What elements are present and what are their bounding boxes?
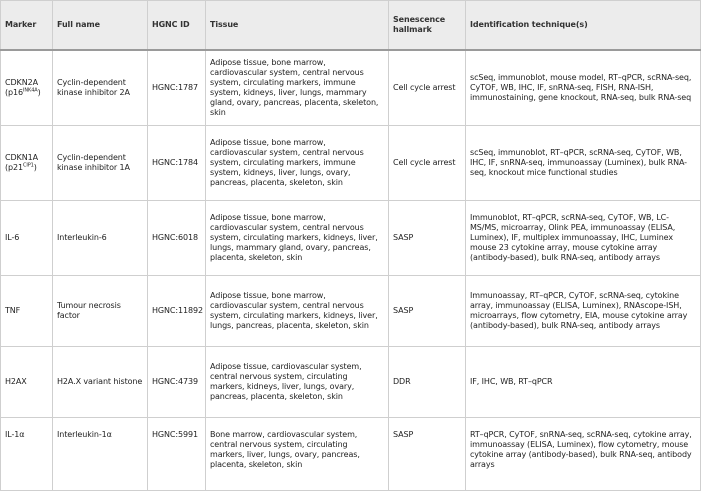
cell-tissue: Adipose tissue, bone marrow, cardiovascular system, central nervous system, circulating markers, kidneys, liver, lungs, mammary gland, ovary, pancreas, placenta, skeleton, skin — [206, 201, 389, 276]
header-identification-techniques: Identification technique(s) — [466, 1, 701, 51]
header-marker: Marker — [1, 1, 53, 51]
cell-marker: IL-1α — [1, 418, 53, 491]
cell-hgnc-id: HGNC:11892 — [148, 276, 206, 347]
cell-hgnc-id: HGNC:4739 — [148, 347, 206, 418]
cell-marker: TNF — [1, 276, 53, 347]
table-row — [1, 418, 701, 491]
cell-techniques: scSeq, immunoblot, mouse model, RT–qPCR, scRNA-seq, CyTOF, WB, IHC, IF, snRNA-seq, FISH, RNA-ISH, immunostaining, gene knockout, RNA-seq, bulk RNA-seq — [466, 50, 701, 126]
header-tissue: Tissue — [206, 1, 389, 51]
cell-hallmark: Cell cycle arrest — [389, 50, 466, 126]
marker-symbol: CDKN1A — [5, 153, 38, 162]
table-row — [1, 50, 701, 126]
table-header — [1, 1, 701, 51]
cell-techniques: RT–qPCR, CyTOF, snRNA-seq, scRNA-seq, cytokine array, immunoassay (ELISA, Luminex), flow cytometry, mouse cytokine array (antibody-based), bulk RNA-seq, antibody arrays — [466, 418, 701, 491]
cell-techniques: Immunoblot, RT–qPCR, scRNA-seq, CyTOF, WB, LC-MS/MS, microarray, Olink PEA, immunoassay (ELISA, Luminex), IF, multiplex immunoassay, IHC, Luminex mouse 23 cytokine array, mouse cytokine array (antibody-based), bulk RNA-seq, antibody arrays — [466, 201, 701, 276]
cell-full-name: H2A.X variant histone — [53, 347, 148, 418]
cell-tissue: Adipose tissue, bone marrow, cardiovascular system, central nervous system, circulating markers, immune system, kidneys, liver, lungs, mammary gland, ovary, pancreas, placenta, skeleton, skin — [206, 50, 389, 126]
cell-hgnc-id: HGNC:1787 — [148, 50, 206, 126]
marker-alt-name: p16 — [8, 88, 23, 97]
cell-full-name: Cyclin-dependent kinase inhibitor 1A — [53, 126, 148, 201]
marker-symbol: CDKN2A — [5, 78, 38, 87]
cell-techniques: scSeq, immunoblot, RT–qPCR, scRNA-seq, CyTOF, WB, IHC, IF, snRNA-seq, immunoassay (Luminex), bulk RNA-seq, knockout mice functional studies — [466, 126, 701, 201]
cell-hallmark: Cell cycle arrest — [389, 126, 466, 201]
cell-hgnc-id: HGNC:5991 — [148, 418, 206, 491]
cell-tissue: Adipose tissue, cardiovascular system, central nervous system, circulating markers, kidneys, liver, lungs, ovary, pancreas, placenta, skeleton, skin — [206, 347, 389, 418]
cell-hgnc-id: HGNC:6018 — [148, 201, 206, 276]
cell-full-name: Interleukin-6 — [53, 201, 148, 276]
cell-tissue: Adipose tissue, bone marrow, cardiovascular system, central nervous system, circulating markers, kidneys, liver, lungs, pancreas, placenta, skeleton, skin — [206, 276, 389, 347]
table-row — [1, 276, 701, 347]
cell-techniques: IF, IHC, WB, RT–qPCR — [466, 347, 701, 418]
cell-marker: H2AX — [1, 347, 53, 418]
table-row — [1, 126, 701, 201]
marker-alt-name: p21 — [8, 163, 23, 172]
cell-full-name: Interleukin-1α — [53, 418, 148, 491]
table-row — [1, 201, 701, 276]
cell-marker: IL-6 — [1, 201, 53, 276]
header-hgnc-id: HGNC ID — [148, 1, 206, 51]
cell-hgnc-id: HGNC:1784 — [148, 126, 206, 201]
cell-tissue: Adipose tissue, bone marrow, cardiovascular system, central nervous system, circulating markers, immune system, kidneys, liver, lungs, ovary, pancreas, placenta, skeleton, skin — [206, 126, 389, 201]
cell-marker: CDKN2A $(p16^{INK4A})$ — [1, 50, 53, 126]
header-row — [1, 1, 701, 51]
marker-alt-superscript: CIP1 — [23, 162, 34, 169]
cell-hallmark: SASP — [389, 276, 466, 347]
header-senescence-hallmark: Senescence hallmark — [389, 1, 466, 51]
cell-techniques: Immunoassay, RT–qPCR, CyTOF, scRNA-seq, cytokine array, immunoassay (ELISA, Luminex), RNAscope-ISH, microarrays, flow cytometry, EIA, mouse cytokine array (antibody-based), bulk RNA-seq, antibody arrays — [466, 276, 701, 347]
cell-hallmark: SASP — [389, 418, 466, 491]
cell-full-name: Tumour necrosis factor — [53, 276, 148, 347]
marker-alt-superscript: INK4A — [23, 87, 38, 94]
header-full-name: Full name — [53, 1, 148, 51]
cell-hallmark: DDR — [389, 347, 466, 418]
table-row — [1, 347, 701, 418]
table-body — [1, 50, 701, 491]
cell-tissue: Bone marrow, cardiovascular system, central nervous system, circulating markers, liver, lungs, ovary, pancreas, placenta, skeleton, skin — [206, 418, 389, 491]
cell-hallmark: SASP — [389, 201, 466, 276]
cell-full-name: Cyclin-dependent kinase inhibitor 2A — [53, 50, 148, 126]
cell-marker: CDKN1A $(p21^{CIP1})$ — [1, 126, 53, 201]
